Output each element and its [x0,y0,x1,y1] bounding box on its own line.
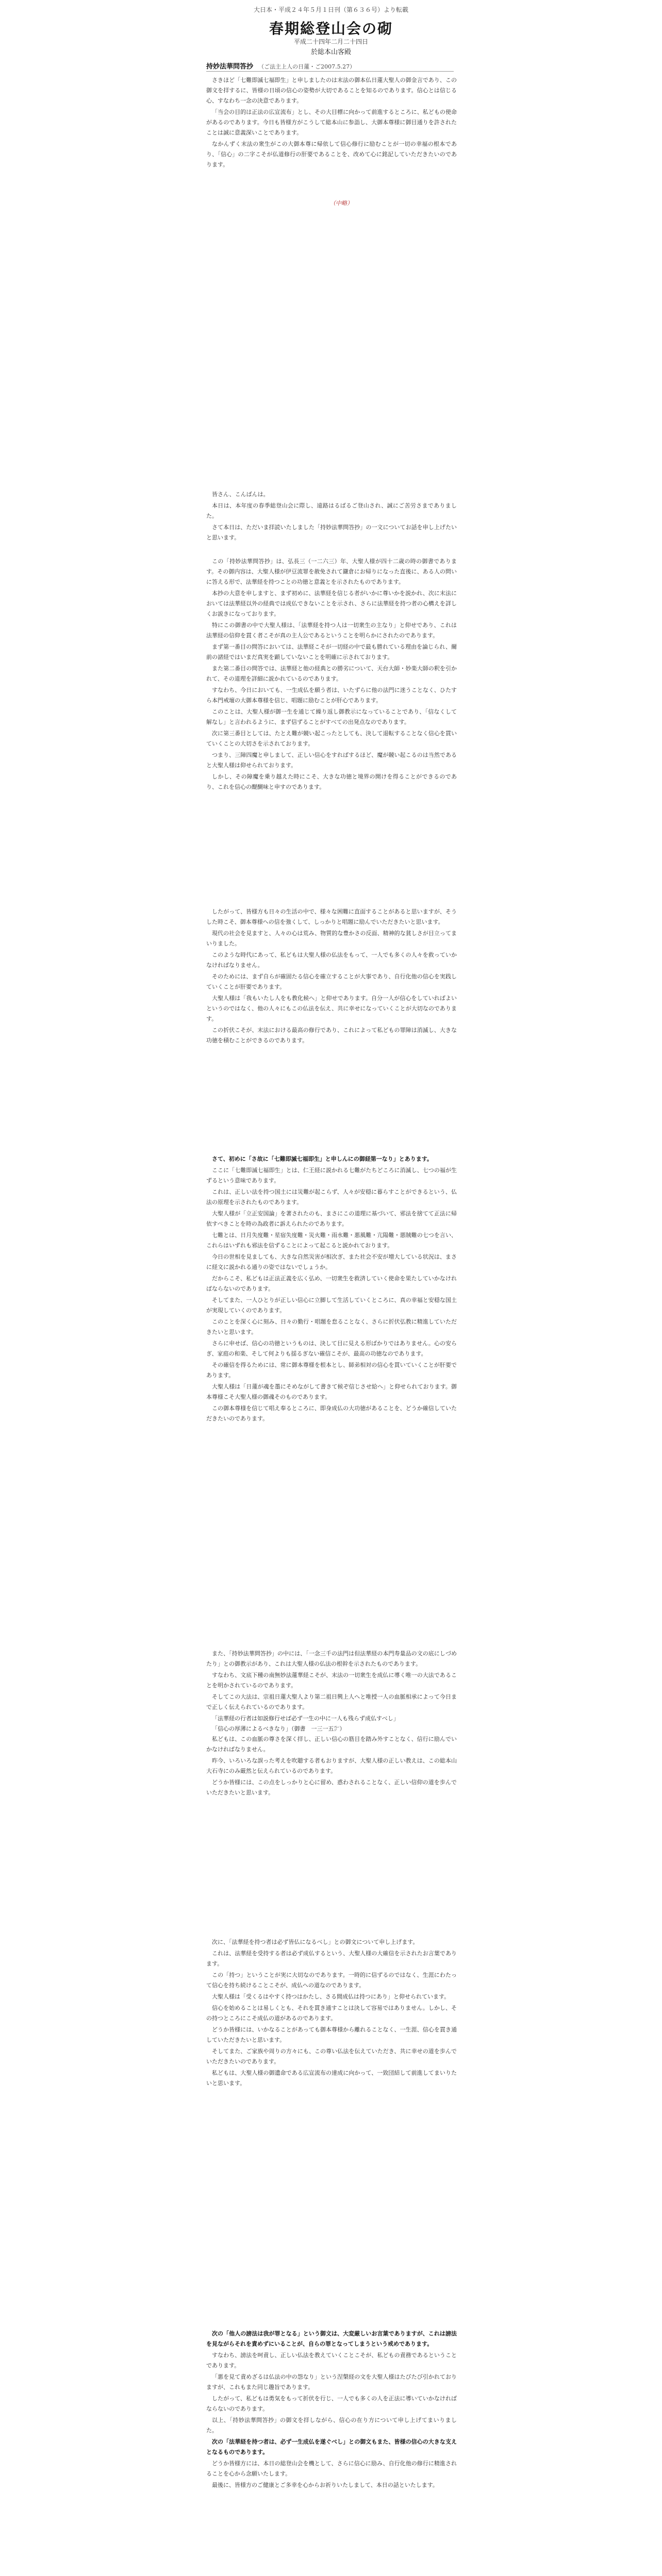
emphasis-block-2 [206,2329,457,2492]
page-title: 春期総登山会の砌 [269,20,393,37]
quotation: 「法華経の行者は如説修行せば必ず一生の中に一人も残らず成仏すべし」 [212,1715,399,1722]
body-paragraph: 私どもは、大聖人様の御遺命である広宣流布の達成に向かって、一致団結して前進してまいりたいと思います。 [206,2070,457,2087]
greeting-paragraph: さて本日は、ただいま拝読いたしました「持妙法華問答抄」の一文についてお話を申し上げたいと思います。 [206,524,457,541]
body-paragraph: すなわち、謗法を呵責し、正しい仏法を教えていくことこそが、私どもの責務であるということであります。 [206,2352,457,2369]
body-paragraph: 大聖人様が「立正安国論」を著されたのも、まさにこの道理に基づいて、邪法を捨てて正法に帰依すべきことを時の為政者に訴えられたのであります。 [206,1210,457,1227]
body-paragraph: このことを深く心に刻み、日々の勤行・唱題を怠ることなく、さらに折伏弘教に精進していただきたいと思います。 [206,1318,457,1335]
greeting-paragraph: 皆さん、こんばんは。 [212,491,269,498]
intro-block [206,75,457,171]
body-paragraph: 昨今、いろいろな誤った考えを吹聴する者もおりますが、大聖人様の正しい教えは、この総本山大石寺にのみ厳然と伝えられているのであります。 [206,1757,457,1774]
body-paragraph: 大聖人様は「日蓮が魂を墨にそめながして書きて候ぞ信じさせ給へ」と仰せられております。御本尊様こそ大聖人様の御魂そのものであります。 [206,1383,457,1400]
body-paragraph: 最後に、皆様方のご健康とご多幸を心からお祈りいたしまして、本日の話といたします。 [212,2482,438,2488]
body-paragraph: 現代の社会を見ますと、人々の心は荒み、物質的な豊かさの反面、精神的な貧しさが目立ってまいりました。 [206,930,457,947]
body-paragraph: 本抄の大意を申しますと、まず初めに、法華経を信じる者がいかに尊いかを説かれ、次に末法においては法華経以外の経典では成仏できないことを示され、さらに法華経を持つ者の心構えを詳しくお説きになっております。 [206,590,457,617]
greeting-paragraph: 本日は、本年度の春季総登山会に際し、遠路はるばるご登山され、誠にご苦労さまでありました。 [206,502,457,519]
intro-paragraph: なかんずく末法の衆生がこの大御本尊に帰依して信心修行に励むことが一切の幸福の根本であり、「信心」の二字こそが仏道修行の肝要であることを、改めて心に銘記していただきたいのであります。 [206,141,457,168]
emphasis-paragraph: 次の「他人の謗法は我が罪となる」という御文は、大変厳しいお言葉でありますが、これは謗法を見ながらそれを責めずにいることが、自らの罪となってしまうという戒めであります。 [206,2330,457,2347]
body-paragraph: しかし、その障魔を乗り越えた時にこそ、大きな功徳と境界の開けを得ることができるのであり、これを信心の醍醐味と申すのであります。 [206,773,457,790]
body-paragraph: すなわち、文底下種の南無妙法蓮華経こそが、末法の一切衆生を成仏に導く唯一の大法であることを明かされているのであります。 [206,1672,457,1689]
body-paragraph: そしてまた、ご家族や周りの方々にも、この尊い仏法を伝えていただき、共に幸せの道を歩んでいただきたいのであります。 [206,2048,457,2065]
body-paragraph: この「持妙法華問答抄」は、弘長三（一二六三）年、大聖人様が四十二歳の時の御書であります。その御内容は、大聖人様が伊豆流罪を赦免されて鎌倉にお帰りになった直後に、ある人の問いに答える形で、法華経を持つことの功徳と意義とを示されたものであります。 [206,558,457,585]
body-paragraph: この「持つ」ということが実に大切なのであります。一時的に信ずるのではなく、生涯にわたって信心を持ち続けることこそが、成仏への道なのであります。 [206,1972,457,1989]
body-paragraph: 七難とは、日月失度難・星宿失度難・災火難・雨水難・悪風難・亢陽難・悪賊難の七つを言い、これらはいずれも邪法を信ずることによって起こると説かれております。 [206,1232,457,1249]
body-block-3 [206,1649,457,1799]
body-paragraph: だからこそ、私どもは正法正義を広く弘め、一切衆生を救済していく使命を果たしていかなければならないのであります。 [206,1275,457,1292]
body-paragraph: まず第一番目の問答においては、法華経こそが一切経の中で最も勝れている理由を論じられ、爾前の諸経ではいまだ真実を顕していないことを明確に示されております。 [206,643,457,660]
body-paragraph: 次に第三番目としては、たとえ難が競い起こったとしても、決して退転することなく信心を貫いていくことの大切さを示されております。 [206,730,457,747]
omission-stamp: （中略） [330,200,353,207]
emphasis-paragraph: 次の「法華経を持つ者は、必ず一生成仏を遂ぐべし」との御文もまた、皆様の信心の大きな支えとなるものであります。 [206,2438,457,2455]
body-paragraph: すなわち、今日においても、一生成仏を願う者は、いたずらに他の法門に迷うことなく、ひたすら本門戒壇の大御本尊様を信じ、唱題に励むことが肝心であります。 [206,687,457,704]
quotation: 「信心の厚薄によるべきなり」（御書 一三一五㌻） [212,1725,345,1732]
body-paragraph: 信心を始めることは易しくとも、それを貫き通すことは決して容易ではありません。しかし、その持つところにこそ成仏の道があるのであります。 [206,2005,457,2022]
body-paragraph: つまり、三障四魔と申しまして、正しい信心をすればするほど、魔が競い起こるのは当然であると大聖人様は仰せられております。 [206,752,457,769]
body-paragraph: さらに申せば、信心の功徳というものは、決して目に見える形ばかりではありません。心の安らぎ、家庭の和楽、そして何よりも揺るぎない確信こそが、最高の功徳なのであります。 [206,1340,457,1357]
body-paragraph: また、「持妙法華問答抄」の中には、「一念三千の法門は但法華経の本門寿量品の文の底にしづめたり」との御教示があり、これは大聖人様の仏法の根幹を示されたものであります。 [206,1650,457,1667]
source-line: 大日本・平成２４年５月１日刊（第６３６号）より転載 [253,6,408,13]
body-paragraph: どうか皆様には、この点をしっかりと心に留め、惑わされることなく、正しい信仰の道を歩んでいただきたいと思います。 [206,1779,457,1796]
body-paragraph: 大聖人様は「受くるはやすく持つはかたし、さる間成仏は持つにあり」と仰せられています。 [212,1993,450,2000]
body-paragraph: 特にこの御書の中で大聖人様は、「法華経を持つ人は一切衆生の主なり」と仰せであり、これは法華経の信仰を貫く者こそが真の主人公であるということを明らかにされたのであります。 [206,622,457,639]
body-paragraph: この折伏こそが、末法における最高の修行であり、これによって私どもの罪障は消滅し、大きな功徳を積むことができるのであります。 [206,1027,457,1044]
body-paragraph: どうか皆様方には、本日の総登山会を機として、さらに信心に励み、自行化他の修行に精進されることを心から念願いたします。 [206,2460,457,2477]
body-paragraph: 大聖人様は「我もいたし人をも教化候へ」と仰せであります。自分一人が信心をしていればよいというのではなく、他の人々にもこの仏法を伝え、共に幸せになっていくことが大切なのであります。 [206,995,457,1022]
location-line: 於総本山客殿 [310,48,351,56]
body-paragraph: その確信を得るためには、常に御本尊様を根本とし、師弟相対の信心を貫いていくことが肝要であります。 [206,1362,457,1379]
body-paragraph: そしてこの大法は、宗祖日蓮大聖人より第二祖日興上人へと唯授一人の血脈相承によって今日まで正しく伝えられているのであります。 [206,1693,457,1710]
intro-subheading: （ご法主上人の日蓮・ご2007.5.27） [258,63,356,70]
intro-heading [206,61,355,71]
body-paragraph: そしてまた、一人ひとりが正しい信心に立脚して生活していくところに、真の幸福と安穏な国土が実現していくのであります。 [206,1297,457,1314]
body-paragraph: これは、法華経を受持する者は必ず成仏するという、大聖人様の大確信を示されたお言葉であります。 [206,1950,457,1967]
greeting-block [206,489,457,544]
body-paragraph: このような時代にあって、私どもは大聖人様の仏法をもって、一人でも多くの人々を救っていかなければなりません。 [206,952,457,969]
body-paragraph: 私どもは、この血脈の尊さを深く拝し、正しい信心の筋目を踏み外すことなく、信行に励んでいかなければなりません。 [206,1736,457,1753]
body-block-2 [206,907,457,1047]
body-block-1 [206,556,457,793]
body-paragraph: このことは、大聖人様が御一生を通じて繰り返し御教示になっていることであり、「信なくして解なし」と言われるように、まず信ずることがすべての出発点なのであります。 [206,708,457,725]
body-paragraph: また第二番目の問答では、法華経と他の経典との勝劣について、天台大師・妙楽大師の釈を引かれて、その道理を詳細に説かれているのであります。 [206,665,457,682]
body-paragraph: したがって、私どもは勇気をもって折伏を行じ、一人でも多くの人を正法に導いていかなければならないのであります。 [206,2395,457,2412]
date-line: 平成二十四年二月二十四日 [293,38,368,45]
body-paragraph: 以上、「持妙法華問答抄」の御文を拝しながら、信心の在り方について申し上げてまいりました。 [206,2417,457,2434]
emphasis-lead: さて、初めに「さ故に「七難即滅七福即生」と申しんにの御経第一なり」とあります。 [212,1156,433,1162]
intro-paragraph: 「当会の目的は正法の広宣流布」とし、その大目標に向かって前進するところに、私どもの使命があるのであります。今日も皆様方がこうして総本山に参詣し、大御本尊様に御目通りを許されたことは誠に意義深いことであります。 [206,109,457,136]
body-paragraph: どうか皆様には、いかなることがあっても御本尊様から離れることなく、一生涯、信心を貫き通していただきたいと思います。 [206,2026,457,2043]
body-paragraph: そのためには、まず自らが確固たる信心を確立することが大事であり、自行化他の信心を実践していくことが肝要であります。 [206,973,457,990]
body-paragraph: 今日の世相を見ましても、大きな自然災害が相次ぎ、また社会不安が増大している状況は、まさに経文に説かれる通りの姿ではないでしょうか。 [206,1253,457,1270]
body-paragraph: したがって、皆様方も日々の生活の中で、様々な困難に直面することがあると思いますが、そうした時こそ、御本尊様への信を強くして、しっかりと唱題に励んでいただきたいと思います。 [206,908,457,925]
body-paragraph: 次に、「法華経を持つ者は必ず皆仏になるべし」との御文について申し上げます。 [212,1939,419,1945]
body-paragraph: 「悪を見て責めざるは仏法の中の怨なり」という涅槃経の文を大聖人様はたびたび引かれておりますが、これもまた同じ趣旨であります。 [206,2374,457,2391]
body-paragraph: これは、正しい法を持つ国土には災難が起こらず、人々が安穏に暮らすことができるという、仏法の原理を示されたものであります。 [206,1189,457,1206]
intro-paragraph: さきほど「七難即滅七福即生」と申しましたのは末法の御本仏日蓮大聖人の御金言であり、この御文を拝するに、皆様の日頃の信心の姿勢が大切であることを知るのであります。信心とは信じる心、すなわち一念の決意であります。 [206,77,457,104]
body-paragraph: この御本尊様を信じて唱え奉るところに、即身成仏の大功徳があることを、どうか確信していただきたいのであります。 [206,1405,457,1422]
divider [206,71,454,72]
emphasis-block-1 [206,1154,457,1425]
body-paragraph: ここに「七難即滅七福即生」とは、仁王経に説かれる七難がたちどころに消滅し、七つの福が生ずるという意味であります。 [206,1167,457,1184]
body-block-4 [206,1937,457,2090]
intro-heading-title: 持妙法華問答抄 [206,63,254,71]
